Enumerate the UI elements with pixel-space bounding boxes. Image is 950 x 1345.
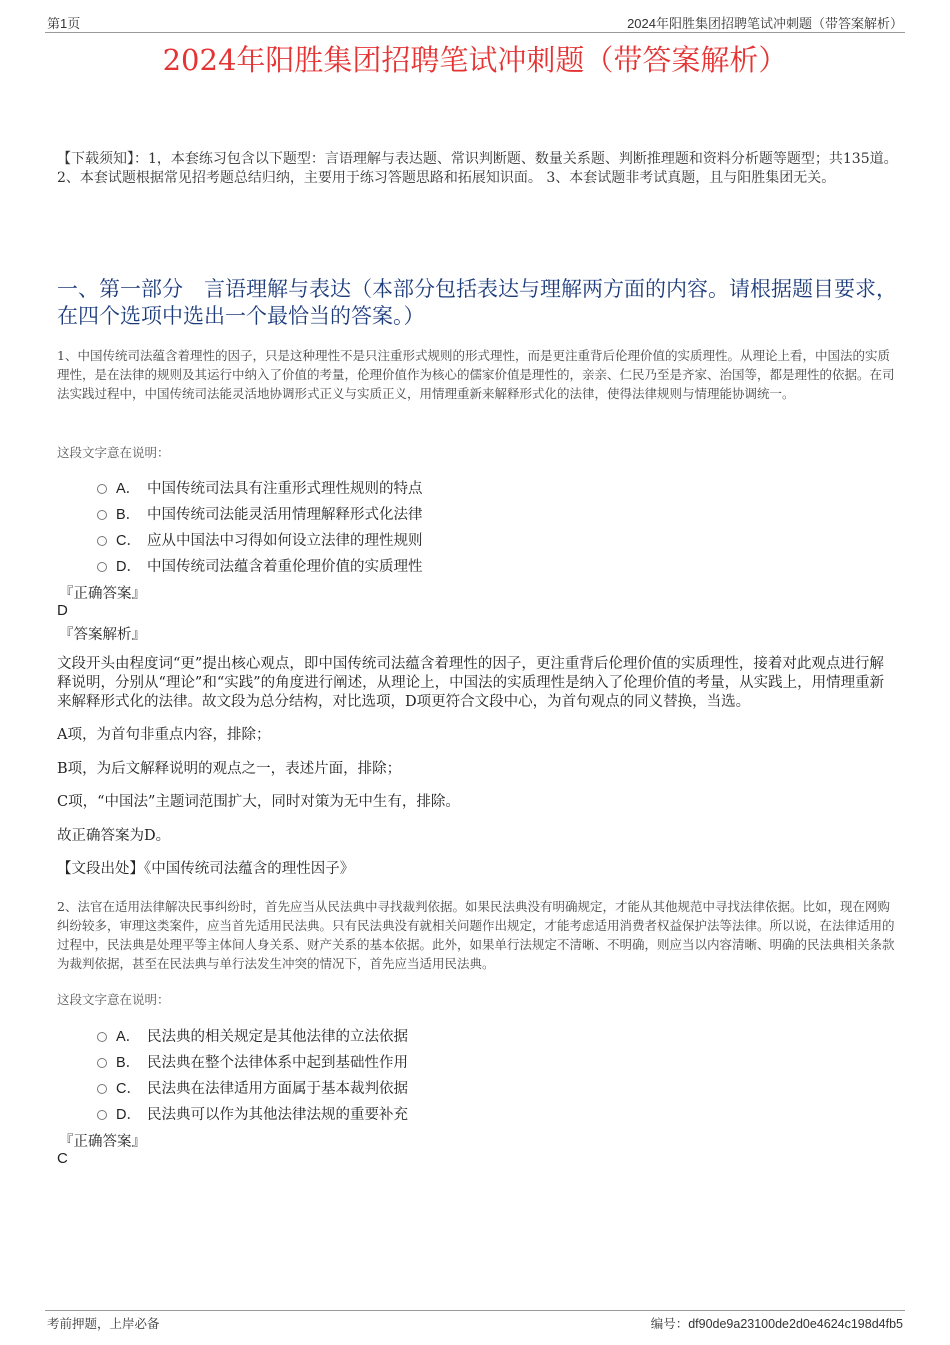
q2-prompt: 这段文字意在说明：	[57, 992, 170, 1007]
q1-analysis-a: A项，为首句非重点内容，排除；	[57, 727, 271, 743]
radio-icon[interactable]	[97, 536, 107, 546]
q1-option-c[interactable]: C． 应从中国法中习得如何设立法律的理性规则	[97, 529, 423, 550]
download-notice: 【下载须知】：1，本套练习包含以下题型：言语理解与表达题、常识判断题、数量关系题、判断推理题和资料分析题等题型；共135道。 2、本套试题根据常见招考题总结归纳，主要用于练习答题思路和拓展知识面。 3、本套试题非考试真题，且与阳胜集团无关。	[57, 151, 898, 186]
q1-analysis-main: 文段开头由程度词“更”提出核心观点，即中国传统司法蕴含着理性的因子，更注重背后伦理价值的实质理性，接着对此观点进行解释说明，分别从“理论”和“实践”的角度进行阐述，从理论上，中国法的实质理性是纳入了伦理价值的考量，从实践上，用情理重新来解释形式化的法律。故文段为总分结构，对比选项，D项更符合文段中心，为首句观点的同义替换，当选。	[57, 656, 885, 710]
q2-option-a[interactable]: A． 民法典的相关规定是其他法律的立法依据	[97, 1025, 408, 1046]
q2-answer: C	[57, 1150, 68, 1167]
q1-source: 【文段出处】《中国传统司法蕴含的理性因子》	[57, 861, 355, 877]
q1-option-b[interactable]: B． 中国传统司法能灵活用情理解释形式化法律	[97, 503, 423, 524]
q1-analysis-label: 『答案解析』	[59, 627, 146, 643]
radio-icon[interactable]	[97, 510, 107, 520]
footer-slogan: 考前押题，上岸必备	[47, 1317, 160, 1331]
q1-analysis-b: B项，为后文解释说明的观点之一，表述片面，排除；	[57, 761, 402, 777]
page-title: 2024年阳胜集团招聘笔试冲刺题（带答案解析）	[162, 43, 788, 77]
q1-answer: D	[57, 602, 68, 619]
q1-prompt: 这段文字意在说明：	[57, 445, 170, 460]
q2-option-d[interactable]: D． 民法典可以作为其他法律法规的重要补充	[97, 1103, 408, 1124]
footer-doc-id: 编号：df90de9a23100de2d0e4624c198d4fb5	[650, 1317, 903, 1331]
section-heading: 一、第一部分 言语理解与表达（本部分包括表达与理解两方面的内容。请根据题目要求，在四个选项中选出一个最恰当的答案。）	[57, 277, 897, 328]
q2-option-c[interactable]: C． 民法典在法律适用方面属于基本裁判依据	[97, 1077, 408, 1098]
radio-icon[interactable]	[97, 484, 107, 494]
radio-icon[interactable]	[97, 1110, 107, 1120]
q1-answer-label: 『正确答案』	[59, 586, 146, 602]
q2-passage: 2、法官在适用法律解决民事纠纷时，首先应当从民法典中寻找裁判依据。如果民法典没有明确规定，才能从其他规范中寻找法律依据。比如，现在网购纠纷较多，审理这类案件，应当首先适用民法典。只有民法典没有就相关问题作出规定，才能考虑适用消费者权益保护法等法律。所以说，在法律适用的过程中，民法典是处理平等主体间人身关系、财产关系的基本依据。此外，如果单行法规定不清晰、不明确，则应当以内容清晰、明确的民法典相关条款为裁判依据，甚至在民法典与单行法发生冲突的情况下，首先应当适用民法典。	[57, 899, 895, 971]
radio-icon[interactable]	[97, 1032, 107, 1042]
page-number: 第1页	[47, 16, 81, 31]
q1-analysis-c: C项，“中国法”主题词范围扩大，同时对策为无中生有，排除。	[57, 794, 460, 810]
q1-analysis-conclusion: 故正确答案为D。	[57, 828, 171, 844]
radio-icon[interactable]	[97, 562, 107, 572]
header-divider	[45, 32, 905, 33]
q2-answer-label: 『正确答案』	[59, 1134, 146, 1150]
footer-divider	[45, 1310, 905, 1311]
q2-option-b[interactable]: B． 民法典在整个法律体系中起到基础性作用	[97, 1051, 408, 1072]
q1-option-d[interactable]: D． 中国传统司法蕴含着重伦理价值的实质理性	[97, 555, 423, 576]
q1-passage: 1、中国传统司法蕴含着理性的因子，只是这种理性不是只注重形式规则的形式理性，而是更注重背后伦理价值的实质理性。从理论上看，中国法的实质理性，是在法律的规则及其运行中纳入了价值的考量，伦理价值作为核心的儒家价值是理性的，亲亲、仁民乃至是齐家、治国等，都是理性的依据。在司法实践过程中，中国传统司法能灵活地协调形式正义与实质正义，用情理重新来解释形式化的法律，使得法律规则与情理能协调统一。	[57, 348, 895, 401]
radio-icon[interactable]	[97, 1084, 107, 1094]
header-doc-title: 2024年阳胜集团招聘笔试冲刺题（带答案解析）	[627, 16, 903, 31]
radio-icon[interactable]	[97, 1058, 107, 1068]
q1-option-a[interactable]: A． 中国传统司法具有注重形式理性规则的特点	[97, 477, 423, 498]
